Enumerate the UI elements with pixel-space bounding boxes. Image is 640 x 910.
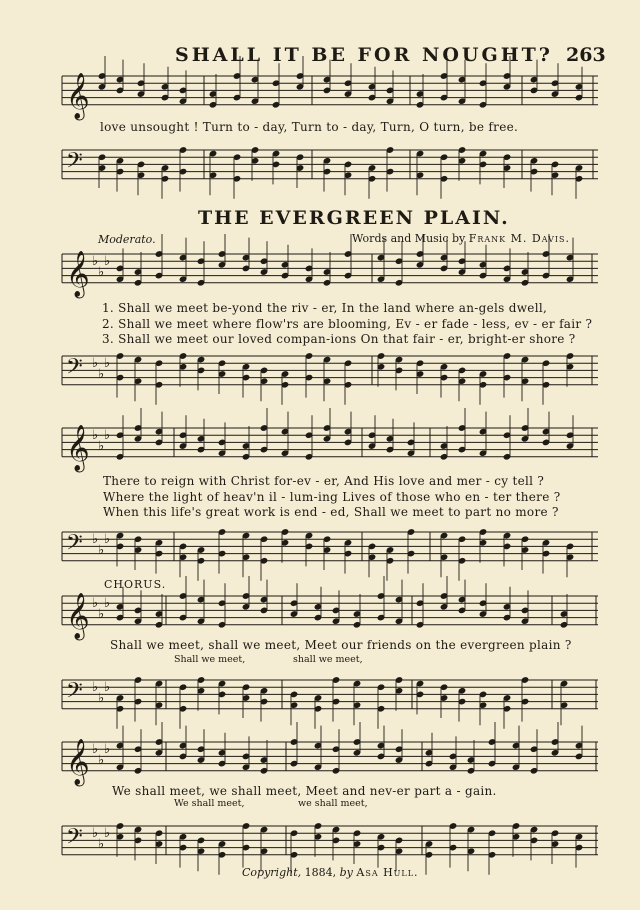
- flat-sign: ♭: [104, 680, 111, 696]
- flat-sign: ♭: [98, 753, 105, 768]
- flat-sign: ♭: [98, 691, 105, 706]
- flat-sign: ♭: [104, 254, 111, 270]
- credit-name: Frank M. Davis.: [468, 232, 571, 245]
- bass-clef: 𝄢: [66, 530, 83, 561]
- verse-a-line-3: 3. Shall we meet our loved compan-ions On that fair - er, bright-er shore ?: [102, 332, 576, 346]
- first-hymn-lyric: love unsought ! Turn to - day, Turn to - day, Turn, O turn, be free.: [100, 120, 519, 134]
- flat-sign: ♭: [92, 826, 99, 842]
- bass-clef: 𝄢: [66, 678, 83, 709]
- verse-a-line-1: 1. Shall we meet be-yond the riv - er, In the land where an-gels dwell,: [102, 301, 548, 315]
- chorus-bass-lyric-1a: Shall we meet,: [174, 654, 246, 665]
- flat-sign: ♭: [104, 532, 111, 548]
- copyright-line: [242, 866, 419, 879]
- copyright-name: Asa Hull.: [356, 866, 419, 879]
- treble-clef: 𝄞: [66, 592, 90, 639]
- verse-a-line-2: 2. Shall we meet where flow'rs are blooming, Ev - er fade - less, ev - er fair ?: [102, 317, 593, 331]
- flat-sign: ♭: [92, 532, 99, 548]
- copyright-prefix: Copyright,: [242, 866, 302, 879]
- flat-sign: ♭: [104, 428, 111, 444]
- copyright-by: by: [339, 866, 353, 879]
- flat-sign: ♭: [92, 356, 99, 372]
- flat-sign: ♭: [104, 356, 111, 372]
- bass-clef: 𝄢: [66, 824, 83, 855]
- treble-clef: 𝄞: [66, 250, 90, 297]
- flat-sign: ♭: [104, 742, 111, 758]
- flat-sign: ♭: [98, 543, 105, 558]
- chorus-label: CHORUS.: [104, 578, 167, 591]
- flat-sign: ♭: [98, 837, 105, 852]
- song-title: THE EVERGREEN PLAIN.: [198, 207, 510, 229]
- flat-sign: ♭: [98, 367, 105, 382]
- bass-clef: 𝄢: [66, 354, 83, 385]
- song-credit: [352, 232, 570, 245]
- flat-sign: ♭: [92, 742, 99, 758]
- verse-b-line-3: When this life's great work is end - ed, Shall we meet to part no more ?: [103, 505, 559, 519]
- flat-sign: ♭: [104, 826, 111, 842]
- flat-sign: ♭: [92, 428, 99, 444]
- flat-sign: ♭: [92, 596, 99, 612]
- treble-clef: 𝄞: [66, 424, 90, 471]
- verse-b-line-1: There to reign with Christ for-ev - er, And His love and mer - cy tell ?: [103, 474, 545, 488]
- flat-sign: ♭: [104, 596, 111, 612]
- flat-sign: ♭: [92, 254, 99, 270]
- bass-clef: 𝄢: [66, 148, 83, 179]
- flat-sign: ♭: [98, 439, 105, 454]
- copyright-year: 1884,: [304, 866, 337, 879]
- treble-clef: 𝄞: [66, 72, 90, 119]
- chorus-lyric-2: We shall meet, we shall meet, Meet and nev-er part a - gain.: [112, 784, 497, 798]
- credit-prefix: Words and Music by: [352, 232, 466, 245]
- verse-b-line-2: Where the light of heav'n il - lum-ing Lives of those who en - ter there ?: [103, 490, 561, 504]
- chorus-bass-lyric-2a: We shall meet,: [174, 798, 245, 809]
- running-title: SHALL IT BE FOR NOUGHT?: [175, 44, 553, 66]
- flat-sign: ♭: [92, 680, 99, 696]
- treble-clef: 𝄞: [66, 738, 90, 785]
- chorus-lyric-1: Shall we meet, shall we meet, Meet our friends on the evergreen plain ?: [110, 638, 572, 652]
- flat-sign: ♭: [98, 607, 105, 622]
- page-number: 263: [566, 44, 606, 66]
- chorus-bass-lyric-1b: shall we meet,: [293, 654, 363, 665]
- flat-sign: ♭: [98, 265, 105, 280]
- tempo-marking: Moderato.: [98, 233, 156, 246]
- chorus-bass-lyric-2b: we shall meet,: [298, 798, 368, 809]
